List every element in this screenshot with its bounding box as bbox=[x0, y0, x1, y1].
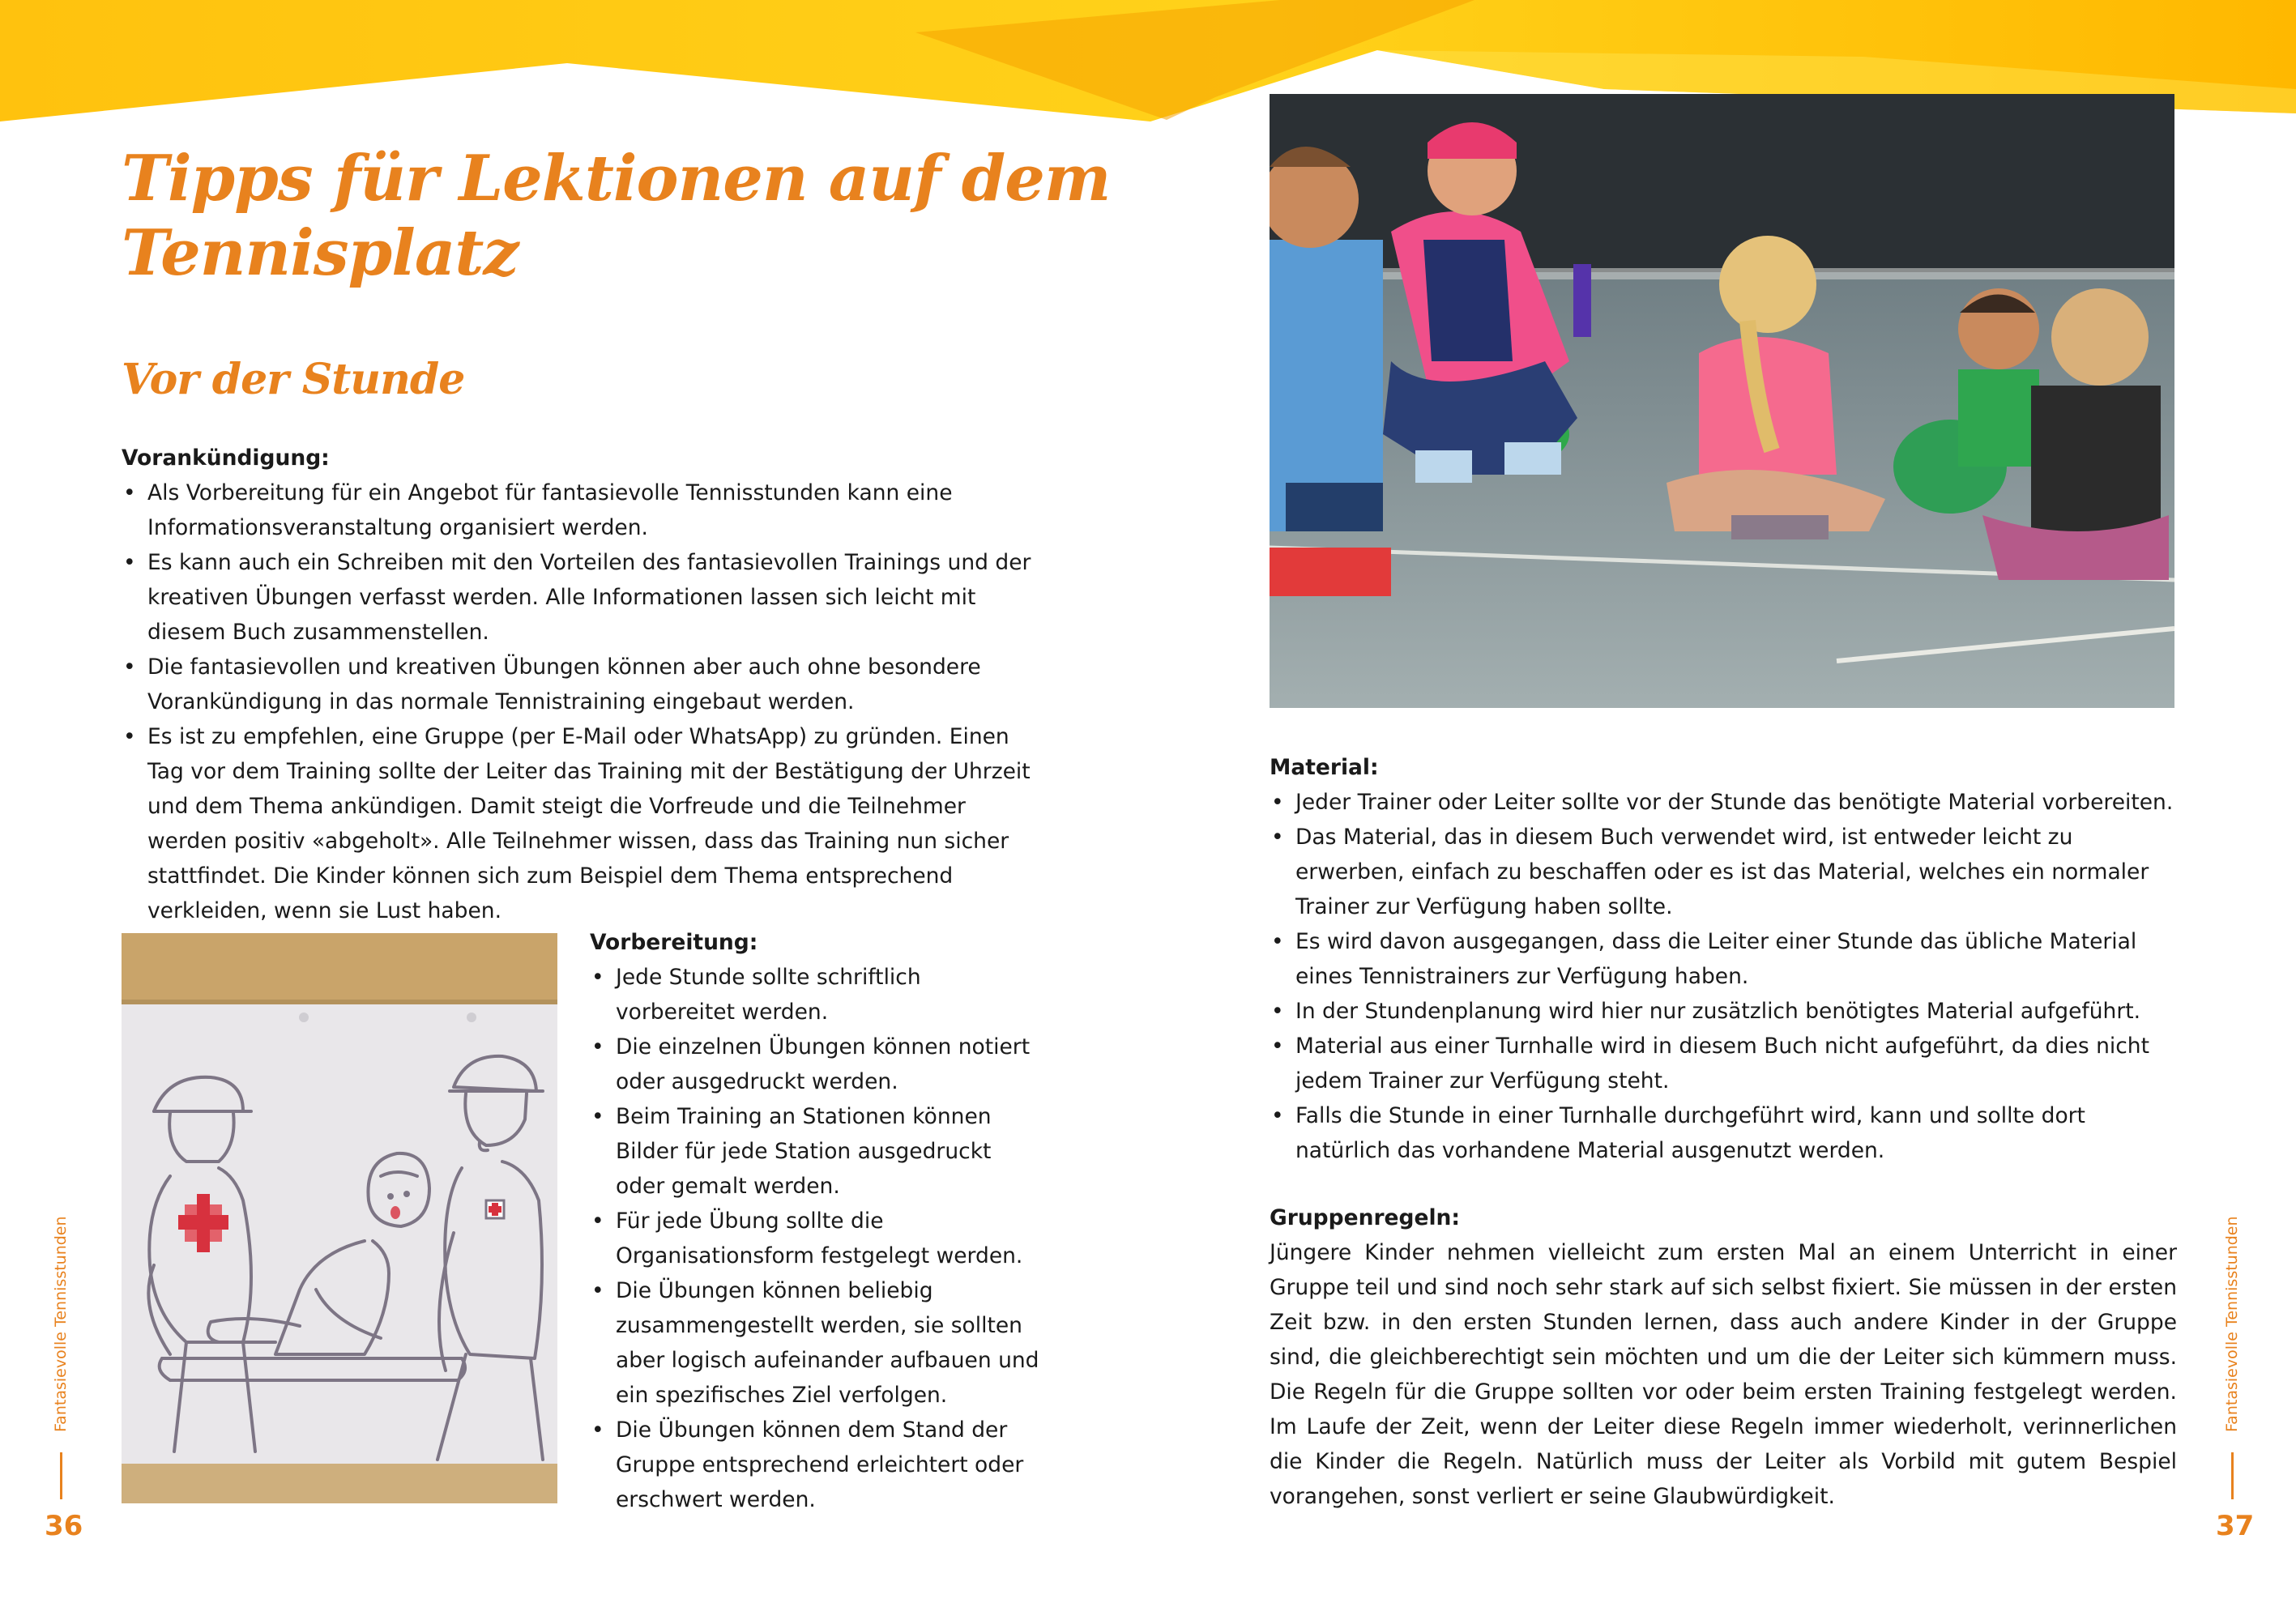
list-item: • Beim Training an Stationen können Bilder für jede Station ausgedruckt oder gemalt werden. bbox=[590, 1099, 1043, 1204]
list-item: • Es wird davon ausgegangen, dass die Leiter einer Stunde das übliche Material eines Tennistrainers zur Verfügung haben. bbox=[1270, 924, 2177, 994]
list-item: • Die Übungen können beliebig zusammengestellt werden, sie sollten aber logisch aufeinander aufbauen und ein spezifisches Ziel verfolgen. bbox=[590, 1273, 1043, 1413]
list-item: • Die Übungen können dem Stand der Gruppe entsprechend erleichtert oder erschwert werden. bbox=[590, 1413, 1043, 1517]
left-side-label: Fantasievolle Tennisstunden bbox=[52, 1216, 70, 1432]
vorankuendigung-heading: Vorankündigung: bbox=[122, 446, 330, 471]
tennis-class-photo bbox=[1270, 94, 2174, 708]
left-page-number: 36 bbox=[45, 1510, 83, 1542]
right-side-label: Fantasievolle Tennisstunden bbox=[2223, 1216, 2241, 1432]
gruppenregeln-heading: Gruppenregeln: bbox=[1270, 1205, 1460, 1230]
gruppenregeln-section bbox=[1270, 1200, 2177, 1514]
vorankuendigung-list bbox=[122, 475, 1037, 928]
page-title-line-1: Tipps für Lektionen auf dem bbox=[122, 142, 1111, 215]
list-item: • Jede Stunde sollte schriftlich vorbereitet werden. bbox=[590, 960, 1043, 1030]
material-heading: Material: bbox=[1270, 755, 1379, 780]
stretcher-drawing-illustration bbox=[122, 933, 557, 1503]
page-title-line-2: Tennisplatz bbox=[122, 216, 519, 290]
page-title bbox=[122, 142, 1110, 291]
list-item: • Für jede Übung sollte die Organisationsform festgelegt werden. bbox=[590, 1204, 1043, 1273]
gruppenregeln-text: Jüngere Kinder nehmen vielleicht zum ersten Mal an einem Unterricht in einer Gruppe teil und sind noch sehr stark auf sich selbst fixiert. Sie müssen in der ersten Zeit bzw. in den ersten Stunden lernen, dass auch andere Kinder in der Gruppe sind, die gleichberechtigt sein möchten und um die der Leiter sich kümmern muss. Die Regeln für die Gruppe sollten vor oder beim ersten Training festgelegt werden. Im Laufe der Zeit, wenn der Leiter diese Regeln immer wiederholt, verinnerlichen die Kinder die Regeln. Natürlich muss der Leiter als Vorbild mit gutem Bespiel vorangehen, sonst verliert er seine Glaubwürdigkeit. bbox=[1270, 1240, 2177, 1509]
list-item: • Jeder Trainer oder Leiter sollte vor der Stunde das benötigte Material vorbereiten. bbox=[1270, 785, 2177, 820]
list-item: • Das Material, das in diesem Buch verwendet wird, ist entweder leicht zu erwerben, einfach zu beschaffen oder es ist das Material, welches ein normaler Trainer zur Verfügung haben sollte. bbox=[1270, 820, 2177, 924]
vorbereitung-list bbox=[590, 960, 1043, 1517]
vorbereitung-heading: Vorbereitung: bbox=[590, 930, 758, 955]
right-page-number: 37 bbox=[2216, 1510, 2255, 1542]
vorankuendigung-section bbox=[122, 441, 1037, 928]
list-item: • Die fantasievollen und kreativen Übungen können aber auch ohne besondere Vorankündigung in das normale Tennistraining eingebaut werden. bbox=[122, 650, 1037, 719]
right-side-rule bbox=[2231, 1452, 2234, 1499]
list-item: • In der Stundenplanung wird hier nur zusätzlich benötigtes Material aufgeführt. bbox=[1270, 994, 2177, 1029]
list-item: • Es ist zu empfehlen, eine Gruppe (per E-Mail oder WhatsApp) zu gründen. Einen Tag vor dem Training sollte der Leiter das Training mit der Bestätigung der Uhrzeit und dem Thema ankündigen. Damit steigt die Vorfreude und die Teilnehmer werden positiv «abgeholt». Alle Teilnehmer wissen, dass das Training nun sicher stattfindet. Die Kinder können sich zum Beispiel dem Thema entsprechend verkleiden, wenn sie Lust haben. bbox=[122, 719, 1037, 928]
list-item: • Es kann auch ein Schreiben mit den Vorteilen des fantasievollen Trainings und der kreativen Übungen verfasst werden. Alle Informationen lassen sich leicht mit diesem Buch zusammenstellen. bbox=[122, 545, 1037, 650]
list-item: • Falls die Stunde in einer Turnhalle durchgeführt wird, kann und sollte dort natürlich das vorhandene Material ausgenutzt werden. bbox=[1270, 1098, 2177, 1168]
list-item: • Die einzelnen Übungen können notiert oder ausgedruckt werden. bbox=[590, 1030, 1043, 1099]
list-item: • Material aus einer Turnhalle wird in diesem Buch nicht aufgeführt, da dies nicht jedem Trainer zur Verfügung steht. bbox=[1270, 1029, 2177, 1098]
section-subtitle: Vor der Stunde bbox=[122, 355, 465, 404]
material-section bbox=[1270, 750, 2177, 1168]
material-list bbox=[1270, 785, 2177, 1168]
vorbereitung-section bbox=[590, 925, 1043, 1517]
left-side-rule bbox=[60, 1452, 62, 1499]
list-item: • Als Vorbereitung für ein Angebot für fantasievolle Tennisstunden kann eine Informationsveranstaltung organisiert werden. bbox=[122, 475, 1037, 545]
